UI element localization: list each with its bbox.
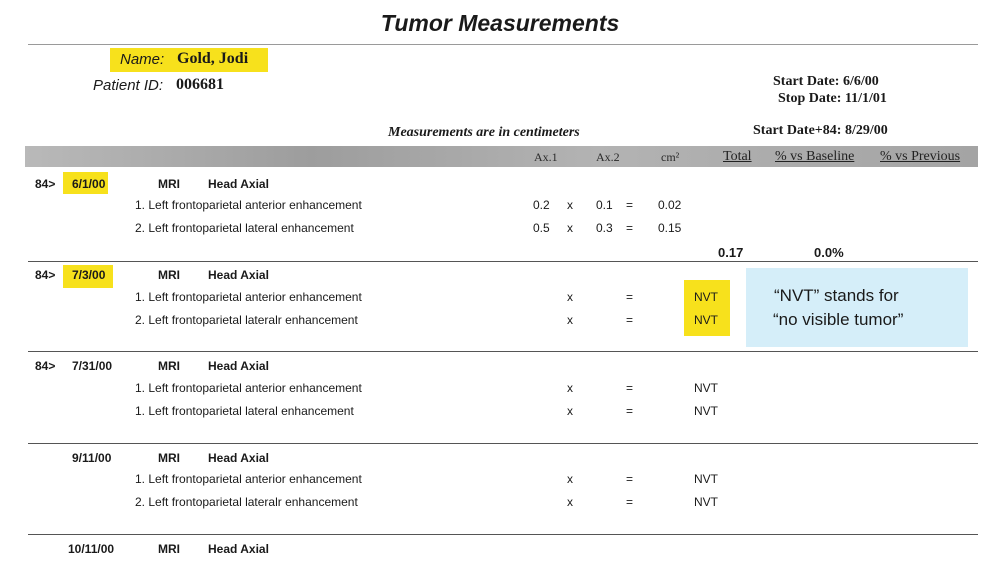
times-sign: x xyxy=(567,472,573,486)
entry-region: Head Axial xyxy=(208,451,269,465)
start-date: Start Date: 6/6/00 xyxy=(773,74,879,89)
entry-divider xyxy=(28,351,978,352)
patient-name: Gold, Jodi xyxy=(177,50,249,67)
entry-modality: MRI xyxy=(158,451,180,465)
annotation-line: “NVT” stands for xyxy=(774,286,899,305)
measurement-cm2: NVT xyxy=(694,404,718,418)
nvt-highlight xyxy=(684,280,730,336)
times-sign: x xyxy=(567,313,573,327)
stop-date: Stop Date: 11/1/01 xyxy=(778,91,887,106)
measurement-desc: 1. Left frontoparietal anterior enhancement xyxy=(135,290,362,304)
measurement-ax1: 0.5 xyxy=(533,221,550,235)
entry-marker: 84> xyxy=(35,359,56,373)
entry-region: Head Axial xyxy=(208,177,269,191)
entry-total: 0.17 xyxy=(718,245,744,260)
equals-sign: = xyxy=(626,198,634,212)
measurement-desc: 2. Left frontoparietal lateralr enhancement xyxy=(135,495,358,509)
equals-sign: = xyxy=(626,404,634,418)
measurement-cm2: NVT xyxy=(694,495,718,509)
entry-date: 9/11/00 xyxy=(72,451,112,465)
entry-marker: 84> xyxy=(35,268,56,282)
measurement-desc: 1. Left frontoparietal anterior enhancement xyxy=(135,198,362,212)
title-divider xyxy=(28,44,978,45)
measurement-cm2: 0.02 xyxy=(658,198,682,212)
start-date-plus-84: Start Date+84: 8/29/00 xyxy=(753,123,888,138)
entry-date: 7/31/00 xyxy=(72,359,113,373)
nvt-annotation-box xyxy=(746,268,968,347)
entry-divider xyxy=(28,534,978,535)
equals-sign: = xyxy=(626,472,634,486)
entry-modality: MRI xyxy=(158,542,180,556)
entry-divider xyxy=(28,443,978,444)
equals-sign: = xyxy=(626,313,634,327)
entry-modality: MRI xyxy=(158,359,180,373)
measurement-ax2: 0.3 xyxy=(596,221,613,235)
measurement-desc: 1. Left frontoparietal anterior enhancement xyxy=(135,381,362,395)
annotation-line: “no visible tumor” xyxy=(773,310,904,329)
patient-id: 006681 xyxy=(176,76,224,93)
entry-modality: MRI xyxy=(158,268,180,282)
entry-region: Head Axial xyxy=(208,359,269,373)
measurement-cm2: NVT xyxy=(694,313,718,327)
page-title: Tumor Measurements xyxy=(380,10,620,36)
entry-region: Head Axial xyxy=(208,268,269,282)
measurement-cm2: NVT xyxy=(694,290,718,304)
column-vs-baseline: % vs Baseline xyxy=(775,149,855,164)
measurement-cm2: NVT xyxy=(694,381,718,395)
times-sign: x xyxy=(567,290,573,304)
times-sign: x xyxy=(567,198,573,212)
equals-sign: = xyxy=(626,290,634,304)
measurement-desc: 2. Left frontoparietal lateralr enhancement xyxy=(135,313,358,327)
column-vs-previous: % vs Previous xyxy=(880,149,961,164)
patient-id-label: Patient ID: xyxy=(93,77,164,94)
measurement-ax2: 0.1 xyxy=(596,198,613,212)
units-note: Measurements are in centimeters xyxy=(388,125,580,140)
entry-date: 7/3/00 xyxy=(72,268,106,282)
measurement-desc: 2. Left frontoparietal lateral enhancement xyxy=(135,221,354,235)
times-sign: x xyxy=(567,381,573,395)
column-cm2: cm² xyxy=(661,150,680,164)
measurement-ax1: 0.2 xyxy=(533,198,550,212)
entry-date: 10/11/00 xyxy=(68,542,115,556)
entry-divider xyxy=(28,261,978,262)
measurement-cm2: 0.15 xyxy=(658,221,682,235)
entry-vs-baseline: 0.0% xyxy=(814,245,844,260)
entry-modality: MRI xyxy=(158,177,180,191)
entry-marker: 84> xyxy=(35,177,56,191)
column-total: Total xyxy=(723,149,752,164)
equals-sign: = xyxy=(626,381,634,395)
entry-region: Head Axial xyxy=(208,542,269,556)
times-sign: x xyxy=(567,221,573,235)
column-ax2: Ax.2 xyxy=(596,150,620,164)
column-ax1: Ax.1 xyxy=(534,150,558,164)
measurement-cm2: NVT xyxy=(694,472,718,486)
entry-date: 6/1/00 xyxy=(72,177,106,191)
measurement-desc: 1. Left frontoparietal anterior enhancement xyxy=(135,472,362,486)
measurement-desc: 1. Left frontoparietal lateral enhancement xyxy=(135,404,354,418)
times-sign: x xyxy=(567,404,573,418)
equals-sign: = xyxy=(626,221,634,235)
equals-sign: = xyxy=(626,495,634,509)
name-label: Name: xyxy=(120,51,165,68)
times-sign: x xyxy=(567,495,573,509)
